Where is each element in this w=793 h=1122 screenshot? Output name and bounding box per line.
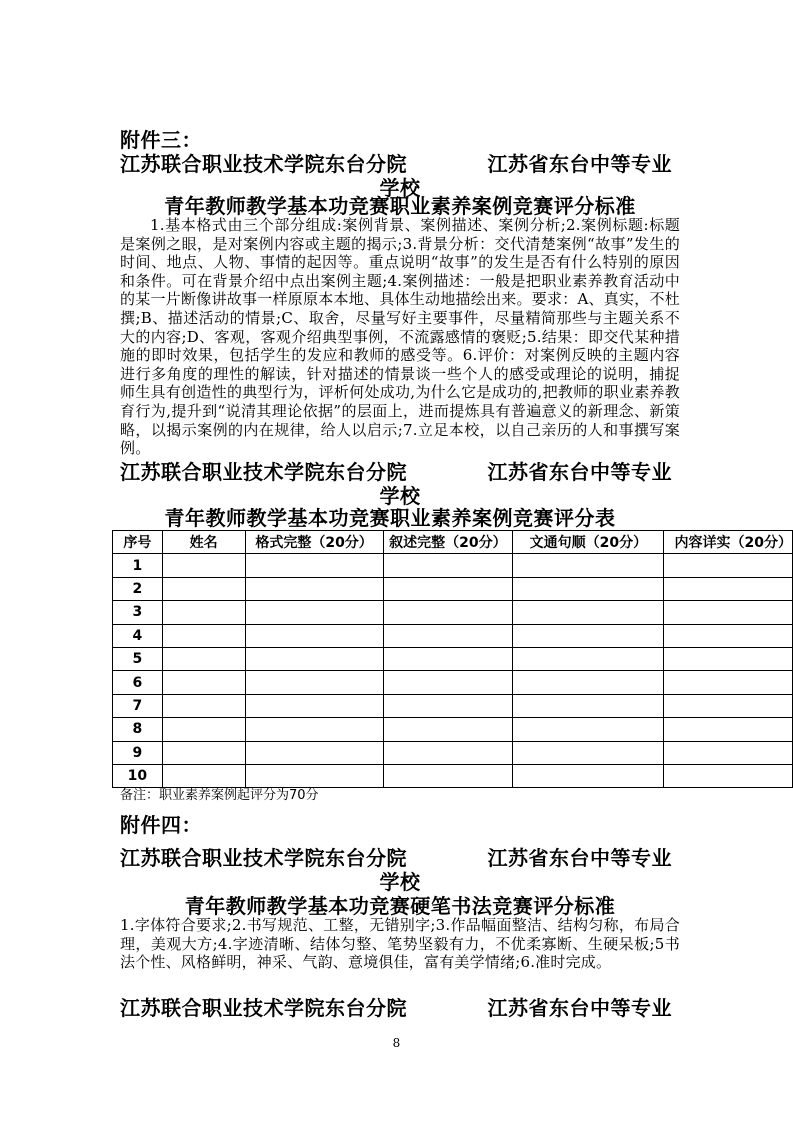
row-number: 7 <box>113 694 163 717</box>
name-cell[interactable] <box>162 718 245 741</box>
row-number: 6 <box>113 671 163 694</box>
attachment-3-heading: 附件三： <box>120 128 202 152</box>
column-header: 姓名 <box>162 531 245 554</box>
case-criteria-text: 1.基本格式由三个部分组成:案例背景、案例描述、案例分析;2.案例标题:标题是案例之眼，是对案例内容或主题的揭示;3.背景分析：交代清楚案例“故事”发生的时间、地点、人物、事情的起因等。重点说明“故事”的发生是否有什么特别的原因和条件。可在背景介绍中点出案例主题;4.案例描述：一般是把职业素养教育活动中的某一片断像讲故事一样原原本本地、具体生动地描绘出来。要求：A、真实，不杜撰;B、描述活动的情景;C、取舍，尽量写好主要事件，尽量精简那些与主题关系不大的内容;D、客观，客观介绍典型事例，不流露感情的褒贬;5.结果：即交代某种措施的即时效果，包括学生的发应和教师的感受等。6.评价：对案例反映的主题内容进行多角度的理性的解读，针对描述的情景谈一些个人的感受或理论的说明，捕捉师生具有创造性的典型行为，评析何处成功,为什么它是成功的,把教师的职业素养教育行为,提升到“说清其理论依据”的层面上，进而提炼具有普遍意义的新理念、新策略，以揭示案例的内在规律，给人以启示;7.立足本校，以自己亲历的人和事撰写案例。 <box>120 216 680 458</box>
table-row <box>113 577 793 600</box>
table-row <box>113 718 793 741</box>
score-cell[interactable] <box>245 554 383 577</box>
row-number: 3 <box>113 601 163 624</box>
school-name-left: 江苏联合职业技术学院东台分院 <box>120 152 407 176</box>
row-number: 10 <box>113 764 163 787</box>
score-cell[interactable] <box>383 694 513 717</box>
score-cell[interactable] <box>513 694 664 717</box>
column-header: 格式完整（20分） <box>245 531 383 554</box>
score-cell[interactable] <box>664 601 793 624</box>
score-cell[interactable] <box>513 624 664 647</box>
score-cell[interactable] <box>245 741 383 764</box>
school-name-block-3 <box>120 846 680 894</box>
column-header: 内容详实（20分） <box>664 531 793 554</box>
score-cell[interactable] <box>245 671 383 694</box>
school-name-wrap: 学校 <box>379 484 421 508</box>
table-row <box>113 671 793 694</box>
score-cell[interactable] <box>664 577 793 600</box>
score-cell[interactable] <box>664 624 793 647</box>
score-cell[interactable] <box>664 671 793 694</box>
score-cell[interactable] <box>513 718 664 741</box>
table-row <box>113 601 793 624</box>
calligraphy-criteria-text: 1.字体符合要求;2.书写规范、工整，无错别字;3.作品幅面整洁、结构匀称，布局合理，美观大方;4.字迹清晰、结体匀整、笔势坚毅有力，不优柔寡断、生硬呆板;5书法个性、风格鲜明，神采、气韵、意境俱佳，富有美学情绪;6.准时完成。 <box>120 916 680 972</box>
name-cell[interactable] <box>162 554 245 577</box>
table-row <box>113 624 793 647</box>
row-number: 5 <box>113 647 163 670</box>
column-header: 文通句顺（20分） <box>513 531 664 554</box>
school-name-right: 江苏省东台中等专业 <box>487 996 672 1020</box>
school-name-left: 江苏联合职业技术学院东台分院 <box>120 460 407 484</box>
name-cell[interactable] <box>162 694 245 717</box>
page-number: 8 <box>392 1036 401 1050</box>
score-cell[interactable] <box>513 554 664 577</box>
score-cell[interactable] <box>383 601 513 624</box>
score-cell[interactable] <box>383 671 513 694</box>
name-cell[interactable] <box>162 671 245 694</box>
name-cell[interactable] <box>162 577 245 600</box>
row-number: 4 <box>113 624 163 647</box>
score-cell[interactable] <box>383 554 513 577</box>
school-name-block <box>120 152 680 200</box>
table-row <box>113 647 793 670</box>
attachment-4-heading: 附件四： <box>120 813 202 837</box>
table-note: 备注：职业素养案例起评分为70分 <box>120 788 319 803</box>
score-cell[interactable] <box>513 741 664 764</box>
name-cell[interactable] <box>162 624 245 647</box>
score-cell[interactable] <box>513 601 664 624</box>
row-number: 2 <box>113 577 163 600</box>
case-score-table <box>112 530 793 788</box>
school-name-right: 江苏省东台中等专业 <box>487 460 672 484</box>
school-name-right: 江苏省东台中等专业 <box>487 152 672 176</box>
score-cell[interactable] <box>664 647 793 670</box>
score-cell[interactable] <box>245 647 383 670</box>
name-cell[interactable] <box>162 647 245 670</box>
school-name-block-2 <box>120 460 680 508</box>
school-name-right: 江苏省东台中等专业 <box>487 846 672 870</box>
score-cell[interactable] <box>664 718 793 741</box>
score-cell[interactable] <box>383 647 513 670</box>
calligraphy-criteria-title: 青年教师教学基本功竞赛硬笔书法竞赛评分标准 <box>184 894 616 918</box>
row-number: 8 <box>113 718 163 741</box>
score-cell[interactable] <box>513 764 664 787</box>
row-number: 9 <box>113 741 163 764</box>
school-name-left: 江苏联合职业技术学院东台分院 <box>120 846 407 870</box>
score-cell[interactable] <box>245 601 383 624</box>
table-row <box>113 694 793 717</box>
score-cell[interactable] <box>383 624 513 647</box>
name-cell[interactable] <box>162 601 245 624</box>
score-cell[interactable] <box>383 741 513 764</box>
score-cell[interactable] <box>513 647 664 670</box>
column-header: 序号 <box>113 531 163 554</box>
score-cell[interactable] <box>383 764 513 787</box>
score-cell[interactable] <box>664 554 793 577</box>
row-number: 1 <box>113 554 163 577</box>
school-name-wrap: 学校 <box>379 176 421 200</box>
school-name-wrap: 学校 <box>379 870 421 894</box>
score-cell[interactable] <box>383 577 513 600</box>
table-row <box>113 554 793 577</box>
score-cell[interactable] <box>664 764 793 787</box>
table-header-row <box>113 531 793 554</box>
school-name-left: 江苏联合职业技术学院东台分院 <box>120 996 407 1020</box>
score-table-title: 青年教师教学基本功竞赛职业素养案例竞赛评分表 <box>164 506 616 530</box>
score-cell[interactable] <box>513 671 664 694</box>
score-cell[interactable] <box>383 718 513 741</box>
school-name-block-4 <box>120 996 680 1020</box>
score-cell[interactable] <box>245 624 383 647</box>
score-cell[interactable] <box>245 718 383 741</box>
table-row <box>113 741 793 764</box>
score-cell[interactable] <box>245 577 383 600</box>
case-criteria-title: 青年教师教学基本功竞赛职业素养案例竞赛评分标准 <box>164 194 636 218</box>
score-cell[interactable] <box>245 694 383 717</box>
score-cell[interactable] <box>513 577 664 600</box>
score-cell[interactable] <box>664 741 793 764</box>
name-cell[interactable] <box>162 741 245 764</box>
column-header: 叙述完整（20分） <box>383 531 513 554</box>
score-cell[interactable] <box>664 694 793 717</box>
